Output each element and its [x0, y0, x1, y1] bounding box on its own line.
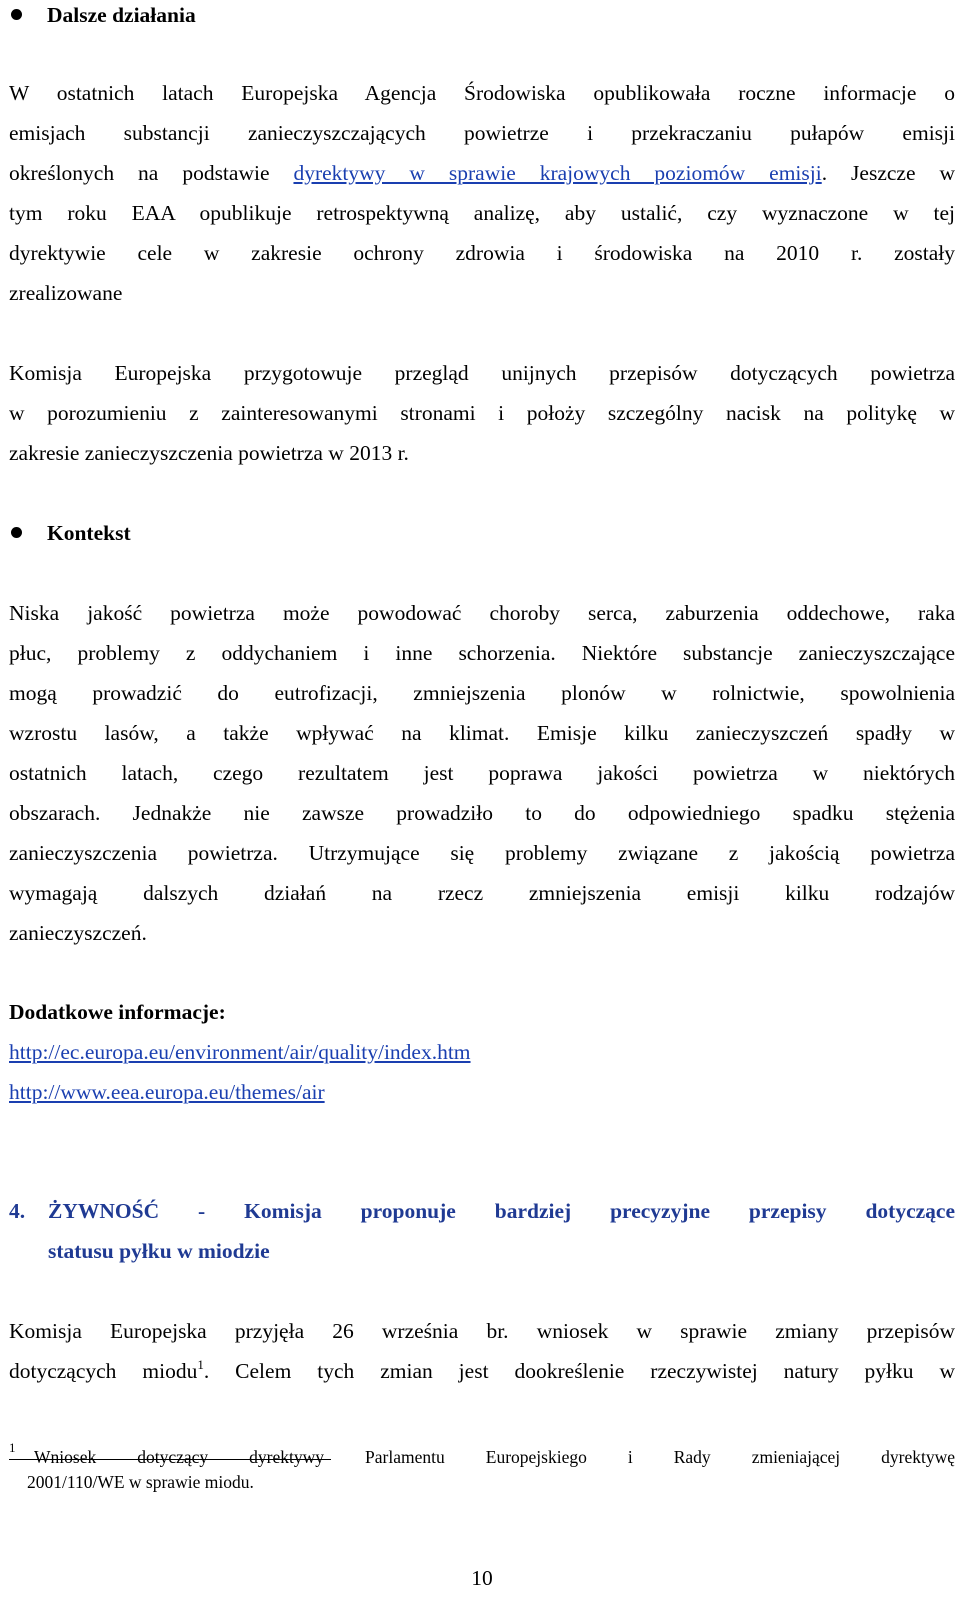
section-title-line: ŻYWNOŚĆ - Komisja proponuje bardziej precyzyjne przepisy dotyczące: [48, 1199, 955, 1223]
more-info-heading: Dodatkowe informacje:: [9, 1000, 226, 1024]
section-title-line: statusu pyłku w miodzie: [48, 1239, 270, 1263]
paragraph-line: Komisja Europejska przyjęła 26 września br. wniosek w sprawie zmiany przepisów: [9, 1319, 955, 1343]
paragraph-line: W ostatnich latach Europejska Agencja Środowiska opublikowała roczne informacje o: [9, 81, 955, 105]
paragraph-line: dyrektywie cele w zakresie ochrony zdrowia i środowiska na 2010 r. zostały: [9, 241, 955, 265]
bullet-icon: [11, 9, 22, 20]
text-segment: dotyczących miodu: [9, 1359, 198, 1383]
paragraph-line: zanieczyszczenia powietrza. Utrzymujące się problemy związane z jakością powietrza: [9, 841, 955, 865]
footnote-text: Wniosek dotyczący dyrektywy Parlamentu Europejskiego i Rady zmieniającej dyrektywę: [34, 1447, 955, 1467]
bullet-title: Dalsze działania: [47, 3, 196, 27]
paragraph-line: obszarach. Jednakże nie zawsze prowadziło to do odpowiedniego spadku stężenia: [9, 801, 955, 825]
paragraph-line: zrealizowane: [9, 281, 123, 305]
paragraph-line: tym roku EAA opublikuje retrospektywną analizę, aby ustalić, czy wyznaczone w tej: [9, 201, 955, 225]
paragraph-line: mogą prowadzić do eutrofizacji, zmniejszenia plonów w rolnictwie, spowolnienia: [9, 681, 955, 705]
paragraph-line-with-link: [9, 158, 955, 188]
footnote-text: 2001/110/WE w sprawie miodu.: [27, 1472, 254, 1492]
page-number: 10: [471, 1566, 493, 1590]
paragraph-line: płuc, problemy z oddychaniem i inne schorzenia. Niektóre substancje zanieczyszczające: [9, 641, 955, 665]
text-segment: . Celem tych zmian jest dookreślenie rzeczywistej natury pyłku w: [203, 1359, 955, 1383]
bullet-title: Kontekst: [47, 521, 131, 545]
footnote-reference[interactable]: 1: [197, 1357, 204, 1372]
paragraph-line: wzrostu lasów, a także wpływać na klimat. Emisje kilku zanieczyszczeń spadły w: [9, 721, 955, 745]
footnote-marker: 1: [9, 1440, 16, 1455]
ec-europa-link[interactable]: http://ec.europa.eu/environment/air/quality/index.htm: [9, 1040, 471, 1064]
directive-link[interactable]: dyrektywy w sprawie krajowych poziomów emisji: [293, 161, 822, 185]
text-segment: określonych na podstawie: [9, 161, 294, 185]
bullet-icon: [11, 527, 22, 538]
paragraph-line: ostatnich latach, czego rezultatem jest poprawa jakości powietrza w niektórych: [9, 761, 955, 785]
paragraph-line: w porozumieniu z zainteresowanymi stronami i położy szczególny nacisk na politykę w: [9, 401, 955, 425]
section-number: 4.: [9, 1199, 26, 1223]
paragraph-line: zakresie zanieczyszczenia powietrza w 2013 r.: [9, 441, 409, 465]
text-segment: . Jeszcze w: [821, 161, 956, 185]
paragraph-line: Komisja Europejska przygotowuje przegląd unijnych przepisów dotyczących powietrza: [9, 361, 955, 385]
paragraph-line: wymagają dalszych działań na rzecz zmniejszenia emisji kilku rodzajów: [9, 881, 955, 905]
eea-europa-link[interactable]: http://www.eea.europa.eu/themes/air: [9, 1080, 325, 1104]
paragraph-line: Niska jakość powietrza może powodować choroby serca, zaburzenia oddechowe, raka: [9, 601, 955, 625]
paragraph-line: zanieczyszczeń.: [9, 921, 147, 945]
paragraph-line-with-footnote: [9, 1356, 955, 1386]
paragraph-line: emisjach substancji zanieczyszczających powietrze i przekraczaniu pułapów emisji: [9, 121, 955, 145]
